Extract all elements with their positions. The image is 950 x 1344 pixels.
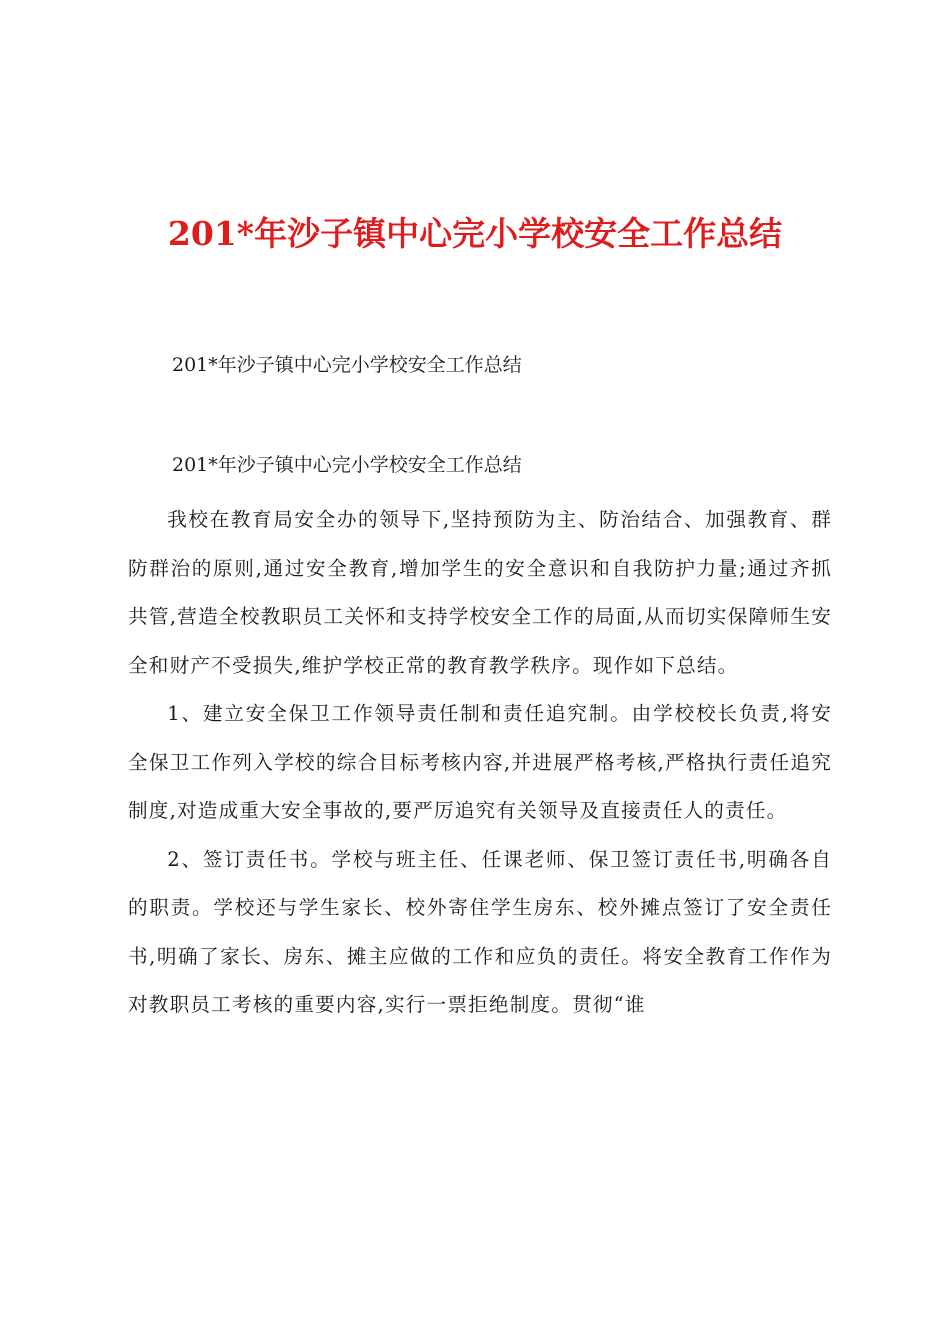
paragraph-item-1: 1、建立安全保卫工作领导责任制和责任追究制。由学校校长负责,将安全保卫工作列入学校的综合目标考核内容,并进展严格考核,严格执行责任追究制度,对造成重大安全事故的,要严厉追究有关领导及直接责任人的责任。: [128, 702, 832, 822]
body-text: [128, 496, 832, 1030]
paragraph-item-2: 2、签订责任书。学校与班主任、任课老师、保卫签订责任书,明确各自的职责。学校还与学生家长、校外寄住学生房东、校外摊点签订了安全责任书,明确了家长、房东、摊主应做的工作和应负的责任。将安全教育工作作为对教职员工考核的重要内容,实行一票拒绝制度。贯彻“谁: [128, 847, 832, 1016]
document-title: 201*年沙子镇中心完小学校安全工作总结: [167, 214, 783, 253]
section-heading: 201*年沙子镇中心完小学校安全工作总结: [172, 454, 522, 476]
paragraph-intro: 我校在教育局安全办的领导下,坚持预防为主、防治结合、加强教育、群防群治的原则,通过安全教育,增加学生的安全意识和自我防护力量;通过齐抓共管,营造全校教职员工关怀和支持学校安全工作的局面,从而切实保障师生安全和财产不受损失,维护学校正常的教育教学秩序。现作如下总结。: [128, 508, 832, 677]
document-subtitle: 201*年沙子镇中心完小学校安全工作总结: [172, 354, 522, 376]
